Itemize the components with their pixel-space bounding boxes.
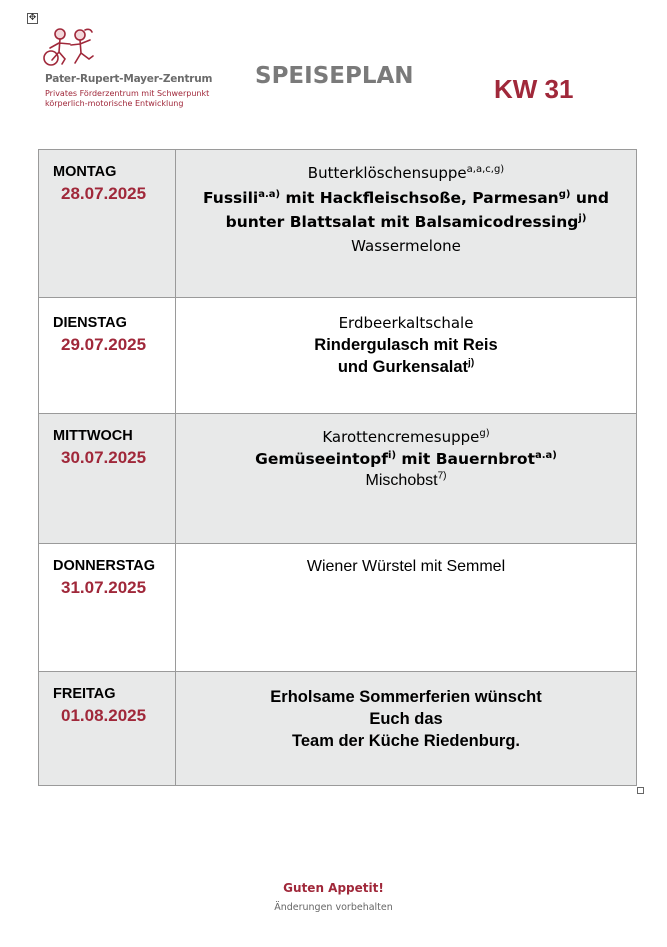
table-resize-handle[interactable] [637, 787, 644, 794]
allergen-note: a.a) [258, 188, 281, 200]
meal-cell [176, 150, 637, 298]
meal-cell [176, 672, 637, 786]
day-name: DONNERSTAG [53, 558, 156, 574]
meal-line: Rindergulasch mit Reis [314, 336, 498, 354]
organization-subtitle-1: Privates Förderzentrum mit Schwerpunkt [45, 89, 210, 98]
meal-line [176, 470, 636, 492]
meal-line [176, 187, 636, 209]
meal-line: Wassermelone [351, 237, 461, 255]
meal-line: Euch das [369, 710, 443, 728]
day-cell [39, 298, 176, 414]
logo-children-icon [40, 26, 110, 70]
day-date: 28.07.2025 [61, 184, 147, 203]
meal-line [176, 162, 636, 184]
allergen-note: j) [578, 212, 587, 224]
allergen-note: g) [479, 428, 490, 439]
meal-text: mit Hackfleischsoße, Parmesan [280, 189, 559, 207]
meal-text: Karottencremesuppe [322, 428, 480, 446]
allergen-note: i) [388, 449, 397, 461]
menu-table [38, 149, 637, 786]
day-date: 29.07.2025 [61, 335, 147, 354]
day-cell [39, 672, 176, 786]
day-date: 30.07.2025 [61, 448, 147, 467]
meal-cell [176, 544, 637, 672]
table-row [39, 298, 637, 414]
day-cell [39, 544, 176, 672]
meal-text: und Gurkensalat [337, 358, 469, 376]
meal-cell [176, 298, 637, 414]
day-cell [39, 150, 176, 298]
meal-text: bunter Blattsalat mit Balsamicodressing [225, 213, 579, 231]
table-row [39, 150, 637, 298]
table-row [39, 672, 637, 786]
day-name: MONTAG [53, 164, 117, 180]
page-title: SPEISEPLAN [255, 63, 414, 89]
organization-name: Pater-Rupert-Mayer-Zentrum [45, 73, 213, 85]
meal-line: Erholsame Sommerferien wünscht [270, 688, 542, 706]
day-date: 01.08.2025 [61, 706, 147, 725]
meal-line [176, 211, 636, 233]
allergen-note: j) [468, 357, 475, 369]
meal-line: Wiener Würstel mit Semmel [306, 558, 506, 575]
meal-text: Butterklöschensuppe [307, 164, 467, 182]
footer-greeting: Guten Appetit! [283, 881, 384, 895]
allergen-note: a,a,c,g) [466, 164, 505, 175]
day-name: DIENSTAG [53, 315, 127, 331]
meal-text: Fussili [202, 189, 259, 207]
day-name: FREITAG [53, 686, 116, 702]
meal-text: Mischobst [365, 472, 438, 489]
day-name: MITTWOCH [53, 428, 133, 444]
allergen-note: a.a) [535, 449, 557, 461]
meal-text: Gemüseeintopf [255, 450, 389, 468]
day-cell [39, 414, 176, 544]
organization-subtitle-2: körperlich-motorische Entwicklung [45, 99, 184, 108]
day-date: 31.07.2025 [61, 578, 147, 597]
meal-line [176, 426, 636, 448]
meal-line [176, 356, 636, 378]
table-row [39, 544, 637, 672]
meal-text: und [570, 189, 610, 207]
meal-line: Erdbeerkaltschale [338, 314, 474, 332]
table-row [39, 414, 637, 544]
meal-line: Team der Küche Riedenburg. [292, 732, 520, 750]
allergen-note: g) [558, 188, 571, 200]
meal-line [176, 448, 636, 470]
table-move-handle-icon[interactable]: ✥ [28, 13, 37, 23]
week-label: KW 31 [494, 74, 574, 104]
meal-cell [176, 414, 637, 544]
allergen-note: 7) [437, 470, 447, 482]
footer-note: Änderungen vorbehalten [274, 902, 393, 913]
meal-text: mit Bauernbrot [396, 450, 535, 468]
